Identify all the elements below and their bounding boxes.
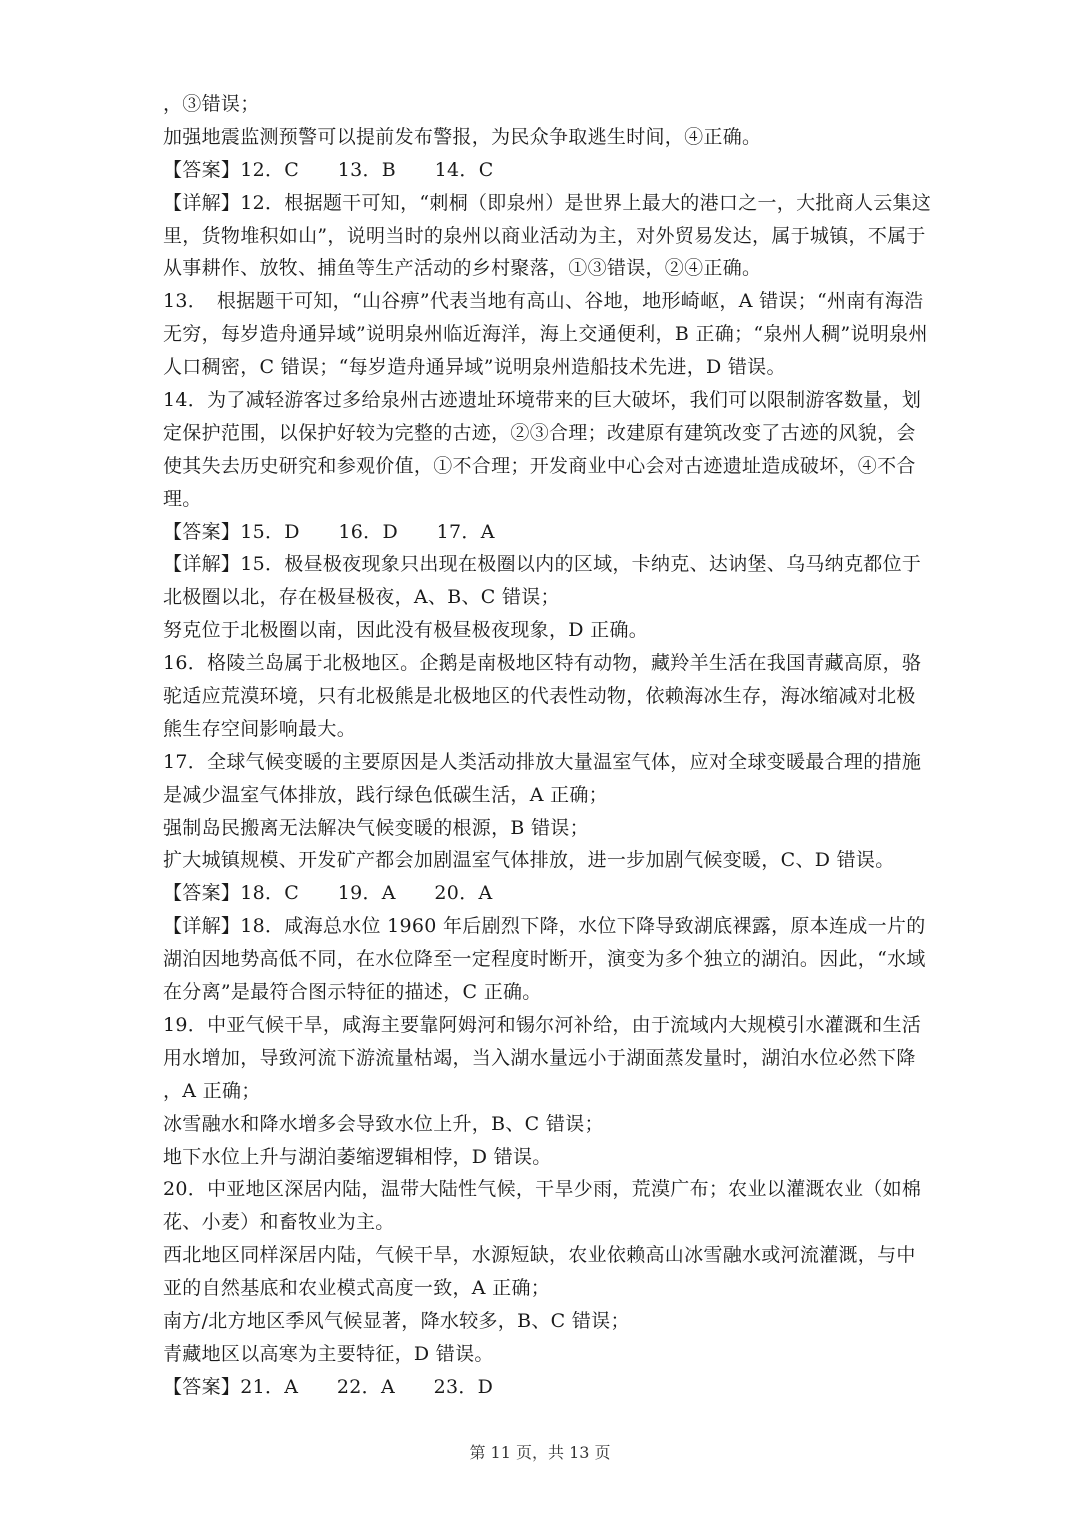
text-line: 冰雪融水和降水增多会导致水位上升，B、C 错误； (163, 1112, 604, 1135)
text-line: 北极圈以北，存在极昼极夜，A、B、C 错误； (163, 586, 560, 609)
text-line: 定保护范围，以保护好较为完整的古迹，②③合理；改建原有建筑改变了古迹的风貌，会 (163, 421, 916, 444)
text-line: ，③错误； (163, 93, 260, 115)
explanation-line: 【详解】12．根据题干可知，“刺桐（即泉州）是世界上最大的港口之一，大批商人云集这 (163, 191, 932, 214)
text-line: 西北地区同样深居内陆，气候干旱，水源短缺，农业依赖高山冰雪融水或河流灌溉，与中 (163, 1244, 916, 1267)
page-number-footer: 第 11 页，共 13 页 (469, 1443, 611, 1462)
text-line: 强制岛民搬离无法解决气候变暖的根源，B 错误； (163, 816, 589, 839)
explanation-line: 【详解】15．极昼极夜现象只出现在极圈以内的区域，卡纳克、达讷堡、乌马纳克都位于 (163, 553, 922, 576)
text-line: 努克位于北极圈以南，因此没有极昼极夜现象，D 正确。 (163, 619, 649, 642)
text-line: 青藏地区以高寒为主要特征，D 错误。 (163, 1342, 494, 1365)
text-line: 是减少温室气体排放，践行绿色低碳生活，A 正确； (163, 783, 608, 806)
text-line: 理。 (163, 487, 202, 510)
text-line: 20．中亚地区深居内陆，温带大陆性气候，干旱少雨，荒漠广布；农业以灌溉农业（如棉 (163, 1178, 922, 1201)
text-line: 人口稠密，C 错误；“每岁造舟通异域”说明泉州造船技术先进，D 错误。 (163, 356, 786, 379)
text-line: 19．中亚气候干旱，咸海主要靠阿姆河和锡尔河补给，由于流域内大规模引水灌溉和生活 (163, 1013, 922, 1036)
text-line: 湖泊因地势高低不同，在水位降至一定程度时断开，演变为多个独立的湖泊。因此，“水域 (163, 948, 926, 971)
text-line: 在分离”是最符合图示特征的描述，C 正确。 (163, 981, 542, 1004)
text-line: 地下水位上升与湖泊萎缩逻辑相悖，D 错误。 (163, 1145, 552, 1168)
text-line: 13． 根据题干可知，“山谷痹”代表当地有高山、谷地，地形崎岖，A 错误；“州南有海浩 (163, 290, 924, 313)
text-line: 14．为了减轻游客过多给泉州古迹遗址环境带来的巨大破坏，我们可以限制游客数量，划 (163, 389, 922, 412)
answer-line: 【答案】21．A 22．A 23．D (163, 1375, 494, 1398)
text-line: 驼适应荒漠环境，只有北极熊是北极地区的代表性动物，依赖海冰生存，海冰缩减对北极 (163, 685, 916, 708)
text-line: 南方/北方地区季风气候显著，降水较多，B、C 错误； (163, 1309, 630, 1332)
text-line: 亚的自然基底和农业模式高度一致，A 正确； (163, 1277, 551, 1300)
text-line: 17．全球气候变暖的主要原因是人类活动排放大量温室气体，应对全球变暖最合理的措施 (163, 750, 922, 773)
text-line: 16．格陵兰岛属于北极地区。企鹅是南极地区特有动物，藏羚羊生活在我国青藏高原，骆 (163, 652, 922, 675)
explanation-line: 【详解】18．咸海总水位 1960 年后剧烈下降，水位下降导致湖底裸露，原本连成一片的 (163, 915, 926, 938)
answer-explanations-text (163, 88, 932, 1404)
text-line: ，A 正确； (163, 1079, 261, 1102)
text-line: 加强地震监测预警可以提前发布警报，为民众争取逃生时间，④正确。 (163, 125, 762, 148)
answer-line: 【答案】15．D 16．D 17．A (163, 520, 495, 543)
text-line: 使其失去历史研究和参观价值，①不合理；开发商业中心会对古迹遗址造成破坏，④不合 (163, 454, 916, 477)
text-line: 扩大城镇规模、开发矿产都会加剧温室气体排放，进一步加剧气候变暖，C、D 错误。 (163, 849, 895, 872)
text-line: 从事耕作、放牧、捕鱼等生产活动的乡村聚落，①③错误，②④正确。 (163, 257, 762, 280)
text-line: 用水增加，导致河流下游流量枯竭，当入湖水量远小于湖面蒸发量时，湖泊水位必然下降 (163, 1046, 916, 1069)
text-line: 熊生存空间影响最大。 (163, 717, 357, 740)
answer-line: 【答案】12．C 13．B 14．C (163, 158, 494, 181)
text-line: 花、小麦）和畜牧业为主。 (163, 1211, 395, 1234)
text-line: 无穷，每岁造舟通异域”说明泉州临近海洋，海上交通便利，B 正确；“泉州人稠”说明泉州 (163, 323, 928, 346)
text-line: 里，货物堆积如山”，说明当时的泉州以商业活动为主，对外贸易发达，属于城镇，不属于 (163, 224, 926, 247)
answer-line: 【答案】18．C 19．A 20．A (163, 882, 493, 905)
